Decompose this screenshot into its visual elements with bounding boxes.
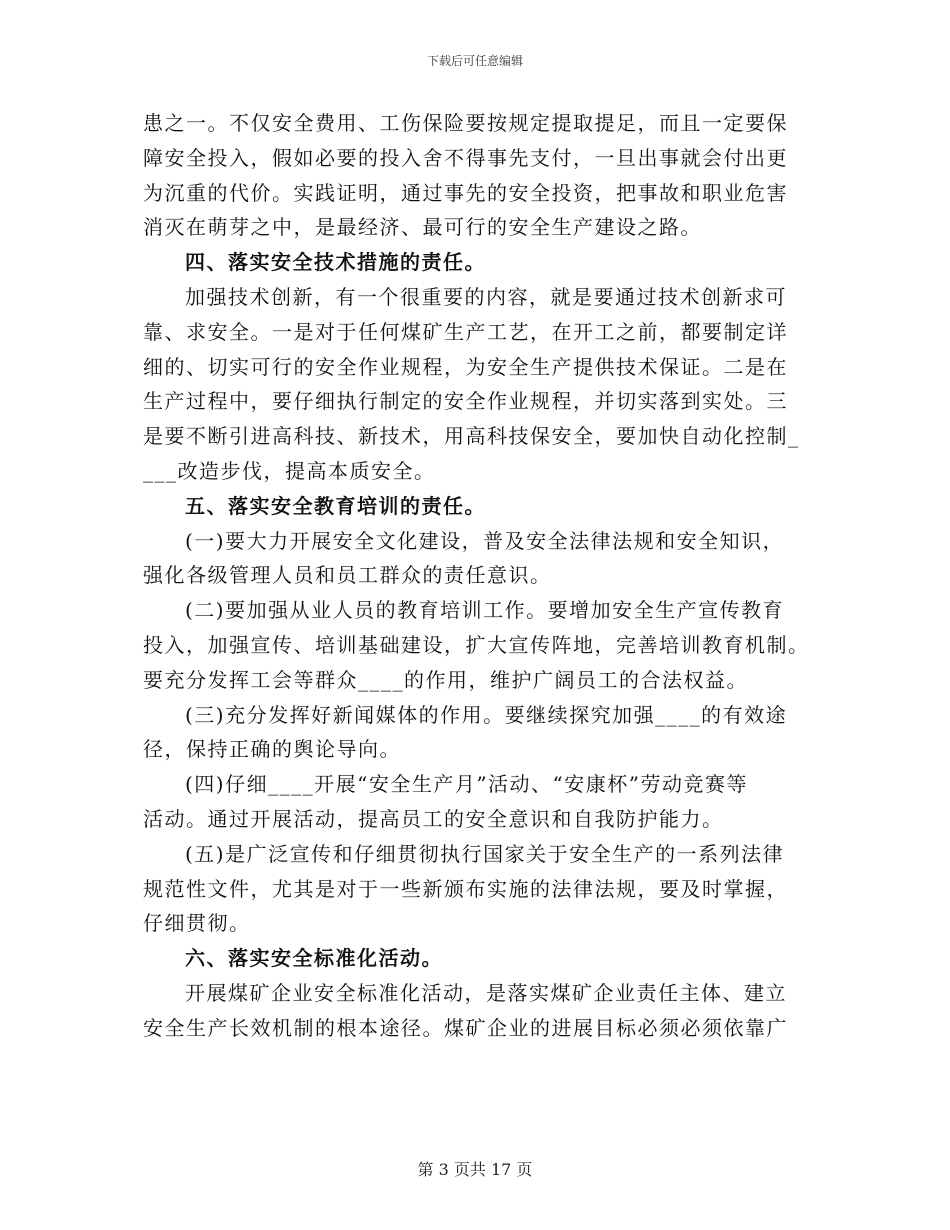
page-number: 第 3 页共 17 页 (417, 1160, 533, 1179)
page-header: 下载后可任意编辑 (426, 54, 523, 68)
paragraph-start: (五)是广泛宣传和仔细贯彻执行国家关于安全生产的一系列法律 (185, 841, 785, 866)
body-line: 生产过程中，要仔细执行制定的安全作业规程，并切实落到实处。三 (143, 389, 788, 414)
body-line: 要充分发挥工会等群众____的作用，维护广阔员工的合法权益。 (143, 667, 748, 692)
document-body (143, 106, 808, 1046)
paragraph-start: 开展煤矿企业安全标准化活动，是落实煤矿企业责任主体、建立 (185, 980, 787, 1005)
section-heading: 四、落实安全技术措施的责任。 (185, 250, 486, 275)
body-line: 靠、求安全。一是对于任何煤矿生产工艺，在开工之前，都要制定详 (143, 319, 788, 344)
body-line: 安全生产长效机制的根本途径。煤矿企业的进展目标必须必须依靠广 (143, 1015, 788, 1040)
body-line: 为沉重的代价。实践证明，通过事先的安全投资，把事故和职业危害 (143, 180, 788, 205)
body-line: 活动。通过开展活动，提高员工的安全意识和自我防护能力。 (143, 806, 724, 831)
body-line: 细的、切实可行的安全作业规程，为安全生产提供技术保证。二是在 (143, 354, 788, 379)
body-line: 规范性文件，尤其是对于一些新颁布实施的法律法规，要及时掌握， (143, 876, 788, 901)
body-line: 是要不断引进高科技、新技术，用高科技保安全，要加快自动化控制_ (143, 424, 800, 449)
body-line: 强化各级管理人员和员工群众的责任意识。 (143, 563, 552, 588)
body-line: 障安全投入，假如必要的投入舍不得事先支付，一旦出事就会付出更 (143, 145, 788, 170)
paragraph-start: (一)要大力开展安全文化建设，普及安全法律法规和安全知识， (185, 528, 785, 553)
body-line: ___改造步伐，提高本质安全。 (143, 458, 436, 483)
body-line: 径，保持正确的舆论导向。 (143, 737, 401, 762)
paragraph-start: 加强技术创新，有一个很重要的内容，就是要通过技术创新求可 (185, 284, 787, 309)
body-line: 消灭在萌芽之中，是最经济、最可行的安全生产建设之路。 (143, 215, 702, 240)
section-heading: 五、落实安全教育培训的责任。 (185, 493, 486, 518)
paragraph-start: (三)充分发挥好新闻媒体的作用。要继续探究加强____的有效途 (185, 702, 788, 727)
section-heading: 六、落实安全标准化活动。 (185, 946, 443, 971)
body-line: 投入，加强宣传、培训基础建设，扩大宣传阵地，完善培训教育机制。 (143, 632, 810, 657)
paragraph-start: (二)要加强从业人员的教育培训工作。要增加安全生产宣传教育 (185, 598, 785, 623)
body-line: 患之一。不仅安全费用、工伤保险要按规定提取提足，而且一定要保 (143, 111, 788, 135)
body-line: 仔细贯彻。 (143, 911, 251, 936)
paragraph-start: (四)仔细____开展“安全生产月”活动、“安康杯”劳动竞赛等 (185, 772, 749, 797)
